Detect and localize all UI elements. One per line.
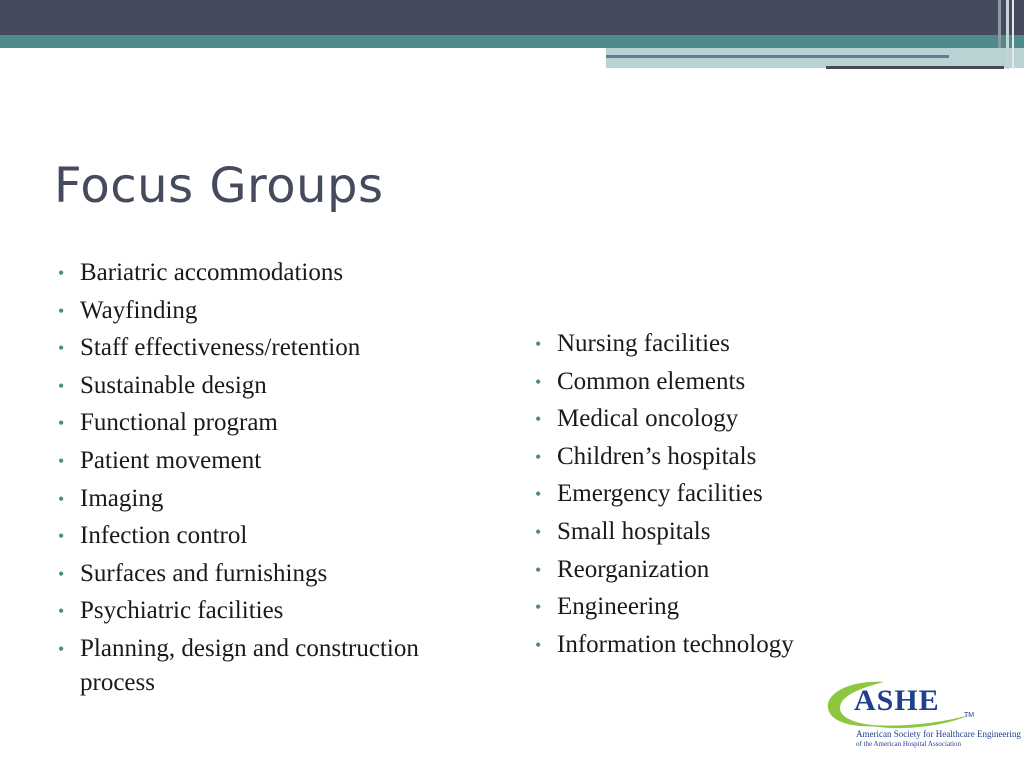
ashe-logo — [822, 678, 1021, 754]
bullet-icon: • — [535, 597, 542, 618]
list-item — [535, 477, 975, 511]
list-item — [58, 557, 478, 591]
logo-trademark: TM — [964, 712, 975, 719]
list-item-text: Engineering — [557, 593, 680, 621]
list-item — [58, 406, 478, 440]
list-item — [535, 515, 975, 549]
list-item-text: Nursing facilities — [557, 330, 730, 357]
list-item-text: Infection control — [80, 522, 248, 550]
bullet-icon: • — [58, 638, 65, 659]
list-item-text: Reorganization — [557, 555, 710, 583]
logo-subtitle-secondary: of the American Hospital Association — [856, 740, 961, 748]
logo-subtitle: American Society for Healthcare Engineering — [856, 729, 1021, 739]
list-item-text: Common elements — [557, 367, 746, 395]
list-item — [535, 590, 975, 624]
list-item-text: Imaging — [80, 484, 164, 512]
bullet-icon: • — [535, 634, 542, 655]
list-item — [535, 553, 975, 587]
bullet-icon: • — [58, 413, 65, 434]
list-item-text: Wayfinding — [80, 296, 198, 324]
list-item — [58, 256, 478, 290]
list-item-text: Information technology — [557, 630, 794, 658]
bullet-list-right — [535, 327, 975, 665]
bullet-icon: • — [58, 563, 65, 584]
list-item-text: Medical oncology — [557, 405, 739, 433]
list-item — [535, 440, 975, 474]
list-item — [58, 632, 478, 700]
bullet-icon: • — [535, 559, 542, 580]
header-accent-line — [826, 66, 1004, 69]
list-item-text: Small hospitals — [557, 517, 711, 545]
header-vertical-stripe — [998, 0, 1001, 48]
bullet-icon: • — [58, 601, 65, 622]
list-item-text: Sustainable design — [80, 371, 267, 399]
list-item-text: Planning, design and construction process — [80, 634, 419, 696]
list-item — [535, 402, 975, 436]
list-item — [58, 369, 478, 403]
bullet-icon: • — [535, 371, 542, 392]
list-item — [535, 327, 975, 361]
bullet-icon: • — [58, 263, 65, 283]
slide-title: Focus Groups — [54, 158, 384, 214]
list-item-text: Staff effectiveness/retention — [80, 334, 361, 362]
header-light-teal-bar — [606, 48, 1024, 68]
list-item — [58, 519, 478, 553]
list-item-text: Bariatric accommodations — [80, 259, 344, 286]
logo-wordmark: ASHE — [854, 684, 940, 717]
list-item — [58, 594, 478, 628]
bullet-icon: • — [535, 446, 542, 467]
header-dark-bar — [0, 0, 1024, 35]
bullet-icon: • — [58, 300, 65, 321]
list-item-text: Functional program — [80, 409, 278, 437]
list-item-text: Surfaces and furnishings — [80, 559, 328, 587]
bullet-icon: • — [535, 521, 542, 542]
bullet-list-left — [58, 256, 478, 704]
bullet-icon: • — [58, 450, 65, 471]
bullet-icon: • — [58, 526, 65, 547]
bullet-icon: • — [58, 488, 65, 509]
bullet-icon: • — [58, 375, 65, 396]
list-item — [58, 444, 478, 478]
list-item-text: Patient movement — [80, 446, 262, 474]
list-item — [58, 294, 478, 328]
list-item-text: Psychiatric facilities — [80, 597, 284, 625]
bullet-icon: • — [535, 334, 542, 354]
bullet-icon: • — [58, 338, 65, 359]
bullet-icon: • — [535, 409, 542, 430]
list-item — [535, 628, 975, 662]
header-vertical-stripe — [1012, 0, 1014, 69]
list-item-text: Children’s hospitals — [557, 442, 757, 470]
list-item-text: Emergency facilities — [557, 480, 763, 508]
header-teal-bar — [0, 35, 1024, 48]
bullet-icon: • — [535, 484, 542, 505]
header-accent-line — [606, 55, 949, 58]
list-item — [58, 482, 478, 516]
list-item — [535, 365, 975, 399]
list-item — [58, 331, 478, 365]
header-vertical-stripe — [1006, 0, 1009, 69]
